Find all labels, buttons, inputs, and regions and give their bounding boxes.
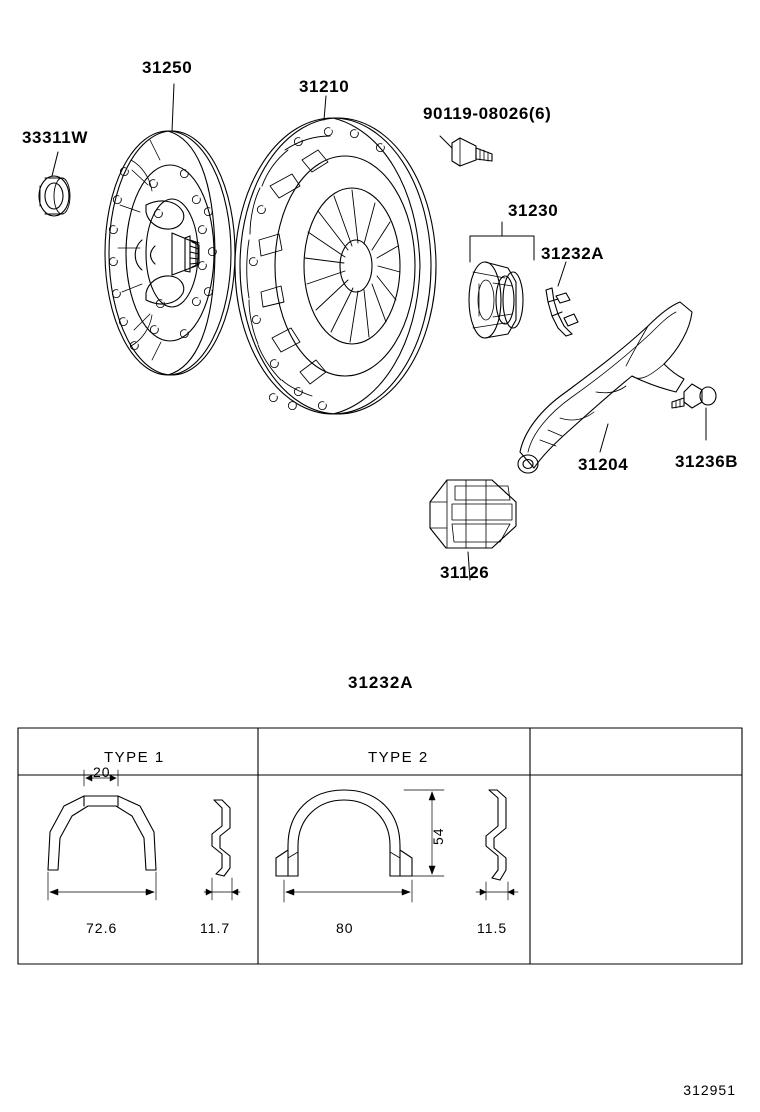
part-31210-art	[235, 118, 436, 414]
table-header-type1: TYPE 1	[104, 749, 165, 766]
part-31250-art	[105, 131, 235, 375]
part-33311W-art	[39, 176, 70, 216]
dim-type1-width-bottom: 72.6	[86, 920, 118, 936]
part-label-90119-08026[interactable]: 90119-08026(6)	[423, 104, 552, 123]
type1-clip-art	[48, 770, 156, 900]
part-label-31210[interactable]: 31210	[299, 77, 350, 96]
part-label-31236B[interactable]: 31236B	[675, 452, 739, 471]
type1-side-art	[204, 800, 240, 900]
part-label-31250[interactable]: 31250	[142, 58, 193, 77]
part-31204-art	[518, 302, 692, 473]
dim-type2-thickness: 11.5	[477, 920, 508, 936]
part-label-31126[interactable]: 31126	[440, 563, 490, 582]
dim-type1-width-top: 20	[93, 764, 111, 780]
part-label-33311W[interactable]: 33311W	[22, 128, 88, 147]
type2-side-art	[476, 790, 518, 900]
dim-type2-width-bottom: 80	[336, 920, 354, 936]
diagram-code: 312951	[683, 1082, 736, 1098]
part-31236B-art	[672, 384, 716, 440]
part-31126-art	[430, 480, 516, 548]
part-label-31204[interactable]: 31204	[578, 455, 629, 474]
table-title: 31232A	[348, 673, 414, 692]
part-label-31230[interactable]: 31230	[508, 201, 559, 220]
part-31230-art	[469, 262, 523, 338]
dim-type2-height: 54	[430, 827, 446, 845]
table-header-type2: TYPE 2	[368, 749, 429, 766]
part-31232A-art	[546, 288, 578, 336]
type2-clip-art	[276, 790, 444, 902]
part-label-31232A[interactable]: 31232A	[541, 244, 605, 263]
dim-type1-thickness: 11.7	[200, 920, 231, 936]
part-90119-art	[440, 136, 492, 166]
